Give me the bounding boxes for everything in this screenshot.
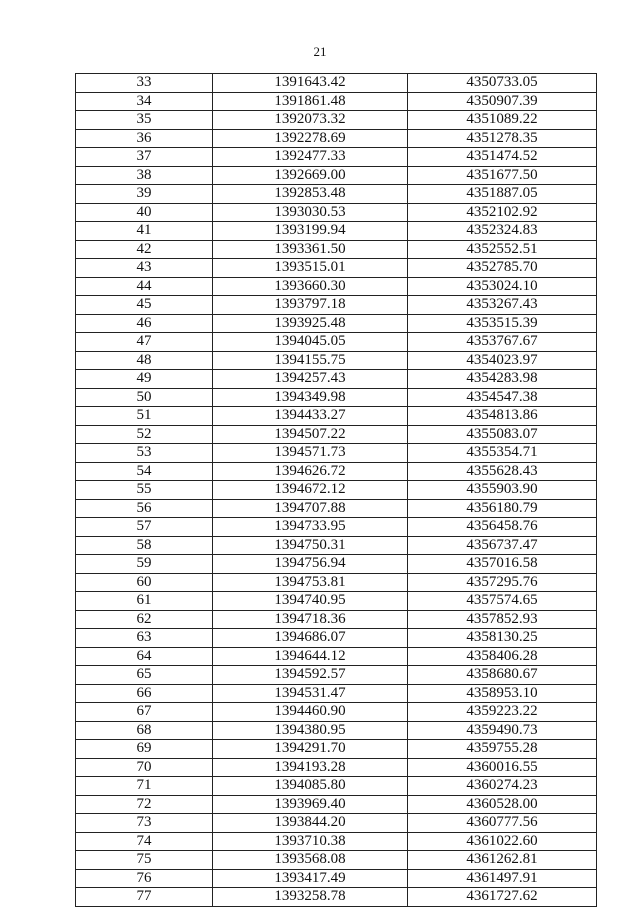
table-row xyxy=(76,407,597,426)
table-row xyxy=(76,111,597,130)
x-coordinate-cell: 1394686.07 xyxy=(213,629,408,648)
table-row xyxy=(76,684,597,703)
y-coordinate-cell: 4359223.22 xyxy=(408,703,597,722)
point-number-cell: 60 xyxy=(76,573,213,592)
table-row xyxy=(76,462,597,481)
table-row xyxy=(76,610,597,629)
y-coordinate-cell: 4357016.58 xyxy=(408,555,597,574)
x-coordinate-cell: 1394507.22 xyxy=(213,425,408,444)
point-number-cell: 53 xyxy=(76,444,213,463)
point-number-cell: 44 xyxy=(76,277,213,296)
x-coordinate-cell: 1393030.53 xyxy=(213,203,408,222)
y-coordinate-cell: 4356180.79 xyxy=(408,499,597,518)
point-number-cell: 69 xyxy=(76,740,213,759)
point-number-cell: 59 xyxy=(76,555,213,574)
x-coordinate-cell: 1392853.48 xyxy=(213,185,408,204)
x-coordinate-cell: 1393361.50 xyxy=(213,240,408,259)
point-number-cell: 48 xyxy=(76,351,213,370)
table-row xyxy=(76,129,597,148)
x-coordinate-cell: 1394193.28 xyxy=(213,758,408,777)
table-row xyxy=(76,240,597,259)
table-row xyxy=(76,370,597,389)
table-row xyxy=(76,795,597,814)
x-coordinate-cell: 1393258.78 xyxy=(213,888,408,907)
x-coordinate-cell: 1393844.20 xyxy=(213,814,408,833)
y-coordinate-cell: 4361727.62 xyxy=(408,888,597,907)
table-row xyxy=(76,518,597,537)
x-coordinate-cell: 1394257.43 xyxy=(213,370,408,389)
x-coordinate-cell: 1394644.12 xyxy=(213,647,408,666)
point-number-cell: 54 xyxy=(76,462,213,481)
page-number: 21 xyxy=(313,44,327,59)
x-coordinate-cell: 1394626.72 xyxy=(213,462,408,481)
point-number-cell: 40 xyxy=(76,203,213,222)
point-number-cell: 51 xyxy=(76,407,213,426)
x-coordinate-cell: 1394740.95 xyxy=(213,592,408,611)
x-coordinate-cell: 1394531.47 xyxy=(213,684,408,703)
table-row xyxy=(76,851,597,870)
point-number-cell: 57 xyxy=(76,518,213,537)
y-coordinate-cell: 4360777.56 xyxy=(408,814,597,833)
point-number-cell: 38 xyxy=(76,166,213,185)
point-number-cell: 75 xyxy=(76,851,213,870)
y-coordinate-cell: 4359755.28 xyxy=(408,740,597,759)
x-coordinate-cell: 1394750.31 xyxy=(213,536,408,555)
table-row xyxy=(76,814,597,833)
x-coordinate-cell: 1394291.70 xyxy=(213,740,408,759)
x-coordinate-cell: 1393925.48 xyxy=(213,314,408,333)
point-number-cell: 61 xyxy=(76,592,213,611)
y-coordinate-cell: 4361022.60 xyxy=(408,832,597,851)
point-number-cell: 71 xyxy=(76,777,213,796)
point-number-cell: 36 xyxy=(76,129,213,148)
point-number-cell: 49 xyxy=(76,370,213,389)
table-row xyxy=(76,222,597,241)
point-number-cell: 55 xyxy=(76,481,213,500)
x-coordinate-cell: 1394571.73 xyxy=(213,444,408,463)
table-row xyxy=(76,536,597,555)
y-coordinate-cell: 4353267.43 xyxy=(408,296,597,315)
y-coordinate-cell: 4361262.81 xyxy=(408,851,597,870)
table-row xyxy=(76,259,597,278)
table-row xyxy=(76,703,597,722)
y-coordinate-cell: 4351089.22 xyxy=(408,111,597,130)
x-coordinate-cell: 1392477.33 xyxy=(213,148,408,167)
y-coordinate-cell: 4351278.35 xyxy=(408,129,597,148)
point-number-cell: 37 xyxy=(76,148,213,167)
table-row xyxy=(76,758,597,777)
point-number-cell: 46 xyxy=(76,314,213,333)
coordinate-table xyxy=(75,73,597,907)
x-coordinate-cell: 1394718.36 xyxy=(213,610,408,629)
table-row xyxy=(76,296,597,315)
y-coordinate-cell: 4354813.86 xyxy=(408,407,597,426)
table-row xyxy=(76,499,597,518)
y-coordinate-cell: 4354023.97 xyxy=(408,351,597,370)
table-row xyxy=(76,314,597,333)
y-coordinate-cell: 4356737.47 xyxy=(408,536,597,555)
y-coordinate-cell: 4353024.10 xyxy=(408,277,597,296)
x-coordinate-cell: 1394707.88 xyxy=(213,499,408,518)
x-coordinate-cell: 1391643.42 xyxy=(213,74,408,93)
point-number-cell: 43 xyxy=(76,259,213,278)
point-number-cell: 66 xyxy=(76,684,213,703)
y-coordinate-cell: 4352324.83 xyxy=(408,222,597,241)
table-row xyxy=(76,573,597,592)
table-row xyxy=(76,92,597,111)
x-coordinate-cell: 1394592.57 xyxy=(213,666,408,685)
point-number-cell: 67 xyxy=(76,703,213,722)
table-row xyxy=(76,74,597,93)
x-coordinate-cell: 1394045.05 xyxy=(213,333,408,352)
y-coordinate-cell: 4353515.39 xyxy=(408,314,597,333)
x-coordinate-cell: 1394380.95 xyxy=(213,721,408,740)
point-number-cell: 47 xyxy=(76,333,213,352)
point-number-cell: 42 xyxy=(76,240,213,259)
x-coordinate-cell: 1391861.48 xyxy=(213,92,408,111)
x-coordinate-cell: 1393515.01 xyxy=(213,259,408,278)
table-row xyxy=(76,740,597,759)
x-coordinate-cell: 1393710.38 xyxy=(213,832,408,851)
table-row xyxy=(76,721,597,740)
y-coordinate-cell: 4360274.23 xyxy=(408,777,597,796)
table-row xyxy=(76,203,597,222)
y-coordinate-cell: 4351677.50 xyxy=(408,166,597,185)
point-number-cell: 72 xyxy=(76,795,213,814)
point-number-cell: 63 xyxy=(76,629,213,648)
x-coordinate-cell: 1392669.00 xyxy=(213,166,408,185)
y-coordinate-cell: 4358680.67 xyxy=(408,666,597,685)
table-row xyxy=(76,629,597,648)
table-row xyxy=(76,647,597,666)
table-row xyxy=(76,481,597,500)
x-coordinate-cell: 1393969.40 xyxy=(213,795,408,814)
x-coordinate-cell: 1393568.08 xyxy=(213,851,408,870)
point-number-cell: 76 xyxy=(76,869,213,888)
table-row xyxy=(76,166,597,185)
x-coordinate-cell: 1392073.32 xyxy=(213,111,408,130)
y-coordinate-cell: 4352785.70 xyxy=(408,259,597,278)
y-coordinate-cell: 4352102.92 xyxy=(408,203,597,222)
point-number-cell: 52 xyxy=(76,425,213,444)
point-number-cell: 64 xyxy=(76,647,213,666)
y-coordinate-cell: 4360016.55 xyxy=(408,758,597,777)
table-row xyxy=(76,277,597,296)
table-row xyxy=(76,444,597,463)
y-coordinate-cell: 4355083.07 xyxy=(408,425,597,444)
y-coordinate-cell: 4355354.71 xyxy=(408,444,597,463)
y-coordinate-cell: 4352552.51 xyxy=(408,240,597,259)
y-coordinate-cell: 4358406.28 xyxy=(408,647,597,666)
point-number-cell: 41 xyxy=(76,222,213,241)
x-coordinate-cell: 1394085.80 xyxy=(213,777,408,796)
x-coordinate-cell: 1392278.69 xyxy=(213,129,408,148)
x-coordinate-cell: 1394433.27 xyxy=(213,407,408,426)
table-row xyxy=(76,869,597,888)
x-coordinate-cell: 1394672.12 xyxy=(213,481,408,500)
table-row xyxy=(76,888,597,907)
y-coordinate-cell: 4355628.43 xyxy=(408,462,597,481)
table-row xyxy=(76,388,597,407)
point-number-cell: 56 xyxy=(76,499,213,518)
point-number-cell: 35 xyxy=(76,111,213,130)
x-coordinate-cell: 1394733.95 xyxy=(213,518,408,537)
point-number-cell: 65 xyxy=(76,666,213,685)
x-coordinate-cell: 1393199.94 xyxy=(213,222,408,241)
point-number-cell: 70 xyxy=(76,758,213,777)
y-coordinate-cell: 4350733.05 xyxy=(408,74,597,93)
y-coordinate-cell: 4360528.00 xyxy=(408,795,597,814)
x-coordinate-cell: 1393797.18 xyxy=(213,296,408,315)
point-number-cell: 39 xyxy=(76,185,213,204)
y-coordinate-cell: 4358953.10 xyxy=(408,684,597,703)
y-coordinate-cell: 4353767.67 xyxy=(408,333,597,352)
y-coordinate-cell: 4361497.91 xyxy=(408,869,597,888)
point-number-cell: 62 xyxy=(76,610,213,629)
y-coordinate-cell: 4357852.93 xyxy=(408,610,597,629)
table-body xyxy=(76,74,597,907)
table-row xyxy=(76,351,597,370)
point-number-cell: 77 xyxy=(76,888,213,907)
x-coordinate-cell: 1394460.90 xyxy=(213,703,408,722)
point-number-cell: 74 xyxy=(76,832,213,851)
table-row xyxy=(76,832,597,851)
point-number-cell: 50 xyxy=(76,388,213,407)
point-number-cell: 33 xyxy=(76,74,213,93)
table-row xyxy=(76,185,597,204)
table-row xyxy=(76,425,597,444)
point-number-cell: 73 xyxy=(76,814,213,833)
y-coordinate-cell: 4350907.39 xyxy=(408,92,597,111)
point-number-cell: 34 xyxy=(76,92,213,111)
x-coordinate-cell: 1394349.98 xyxy=(213,388,408,407)
y-coordinate-cell: 4357295.76 xyxy=(408,573,597,592)
y-coordinate-cell: 4354547.38 xyxy=(408,388,597,407)
x-coordinate-cell: 1393660.30 xyxy=(213,277,408,296)
point-number-cell: 45 xyxy=(76,296,213,315)
y-coordinate-cell: 4356458.76 xyxy=(408,518,597,537)
y-coordinate-cell: 4351474.52 xyxy=(408,148,597,167)
table-row xyxy=(76,592,597,611)
y-coordinate-cell: 4359490.73 xyxy=(408,721,597,740)
x-coordinate-cell: 1394155.75 xyxy=(213,351,408,370)
table-row xyxy=(76,148,597,167)
y-coordinate-cell: 4358130.25 xyxy=(408,629,597,648)
table-row xyxy=(76,333,597,352)
y-coordinate-cell: 4357574.65 xyxy=(408,592,597,611)
x-coordinate-cell: 1394756.94 xyxy=(213,555,408,574)
table-row xyxy=(76,777,597,796)
point-number-cell: 68 xyxy=(76,721,213,740)
y-coordinate-cell: 4354283.98 xyxy=(408,370,597,389)
y-coordinate-cell: 4355903.90 xyxy=(408,481,597,500)
table-row xyxy=(76,555,597,574)
x-coordinate-cell: 1393417.49 xyxy=(213,869,408,888)
point-number-cell: 58 xyxy=(76,536,213,555)
x-coordinate-cell: 1394753.81 xyxy=(213,573,408,592)
y-coordinate-cell: 4351887.05 xyxy=(408,185,597,204)
table-row xyxy=(76,666,597,685)
